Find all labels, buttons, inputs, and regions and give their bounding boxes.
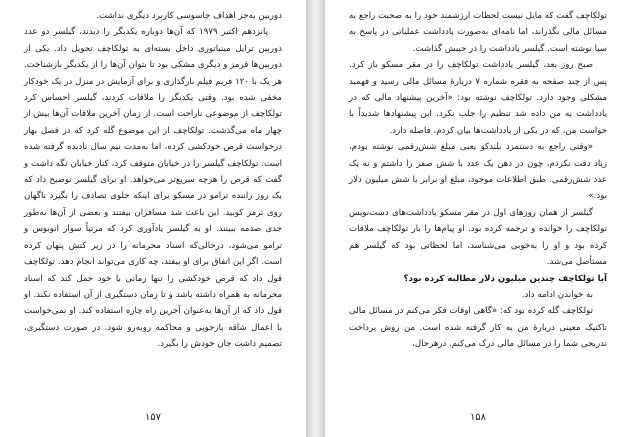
paragraph: به خواندن ادامه داد. bbox=[521, 289, 593, 300]
left-page bbox=[0, 0, 306, 437]
page-number: ۱۵۸ bbox=[469, 412, 487, 423]
paragraph: تولکاچف گفت که مایل نیست لحظات ارزشمند خود را به صحبت راجع به مسائل مالی بگذراند، اما نامه‌ای به‌صورت یادداشت عملیاتی در پاسخ به سیا نوشته است. گیلسر یادداشت را در جیبش گذاشت. bbox=[349, 11, 607, 54]
paragraph: صبح روز بعد، گیلسر یادداشت تولکاچف را در مقر مسکو باز کرد. پس از چند صفحه به فقره شماره ۷ دربارهٔ مسائل مالی رسید و فهمید مشکلی وجود دارد. تولکاچف نوشته بود: «آخرین پیشنهاد مالی که در یادداشت به من داده شد تنظیم را جلب نکرد. این پیشنهادها شدیداً با خواست من، که در یکی از یادداشت‌ها بیان کردم، فاصله دارد. bbox=[349, 60, 607, 136]
paragraph: «وقتی راجع به دستمزد بلندکو یعنی مبلغ شش‌رقمی نوشته بودم، زیاد دقت نکردم، چون در ذهن یک عدد با شش صفر را داشتم و نه یک عدد شش‌رقمی. طبق اطلاعات موجود، مبلغ او برابر با شش میلیون دلار بود.» bbox=[349, 142, 607, 202]
paragraph: آیا تولکاچف چندین میلیون دلار مطالبه کرده بود؟ bbox=[403, 273, 607, 284]
paragraph: تولکاچف گله کرده بود که: «گاهی اوقات فکر می‌کنم در مسائل مالی تاکتیک معینی دربارهٔ من به کار گرفته شده است. من روش پرداخت تدریجی شما را در مسائل مالی درک می‌کنم. درهرحال، bbox=[349, 306, 607, 350]
left-page-text bbox=[24, 8, 282, 353]
right-page bbox=[325, 0, 631, 437]
right-page-text bbox=[349, 8, 607, 353]
paragraph: پانزدهم اکتبر ۱۹۷۹ که آن‌ها دوباره یکدیگر را دیدند، گیلسر دو عدد دوربین ترایل مینیاتوری داخل بسته‌ای به تولکاچف تحویل داد. یکی از دوربین‌ها قرمز و دیگری مشکی بود تا بتوان آن‌ها را از یکدیگر بازشناخت. هر یک با ۱۲۰ فریم فیلم بارگذاری و برای آزمایش در منزل در یک خودکار مخفی شده بود. وقتی یکدیگر را ملاقات کردند، گیلسر احساس کرد تولکاچف از موضوعی ناراحت است. از زمان آخرین ملاقات آن‌ها بیش از چهار ماه می‌گذشت. تولکاچف از این موضوع گله کرد که در فصل بهار درخواست قرص خودکشی کرده، اما به‌مدت نیم سال نادیده گرفته شده است. تولکاچف گیلسر را در خیابان متوقف کرد، کنار خیابان نگه داشت و گفت که قرص را هرچه سریع‌تر می‌خواهد. او برای گیلسر توضیح داد که یک روز راننده ترامو در مسکو برای اینکه جلوی تصادف را بگیرد ناگهان روی ترمز کوبید. این باعث شد مسافران بیفتند و بعضی از آن‌ها به‌طور جدی صدمه ببینند. او به گیلسر یادآوری کرد که مرتباً سوار اتوبوس و ترامو می‌شود، درحالی‌که اسناد محرمانه را در زیر کتش پنهان کرده است. اگر این اتفاق برای او بیفتد، چه کاری می‌تواند انجام دهد. تولکاچف قول داد که قرص خودکشی را تنها زمانی با خود حمل کند که اسناد محرمانه به همراه داشته باشد و تا زمان دستگیری از آن استفاده نکند. او قول داد که از آن‌ها به‌عنوان آخرین راه چاره استفاده کند. او نمی‌خواست با اعمال شاقه بازجویی و محاکمه روبه‌رو شود. در صورت دستگیری، تصمیم داشت جان خودش را بگیرد. bbox=[24, 27, 282, 350]
page-number: ۱۵۷ bbox=[144, 412, 162, 423]
paragraph: دوربین به‌جز اهداف جاسوسی کاربرد دیگری نداشت. bbox=[96, 11, 282, 21]
book-gutter bbox=[306, 0, 325, 437]
paragraph: گیلسر از همان روزهای اول در مقر مسکو یادداشت‌های دست‌نویس تولکاچف را خوانده و ترجمه کرده بود. او پیام‌ها را بار تولکاچف ملاقات کرده بود و او را به‌خوبی می‌شناسد، اما لحظاتی بود که گیلسر هم مستأصل می‌شد. bbox=[349, 207, 607, 268]
